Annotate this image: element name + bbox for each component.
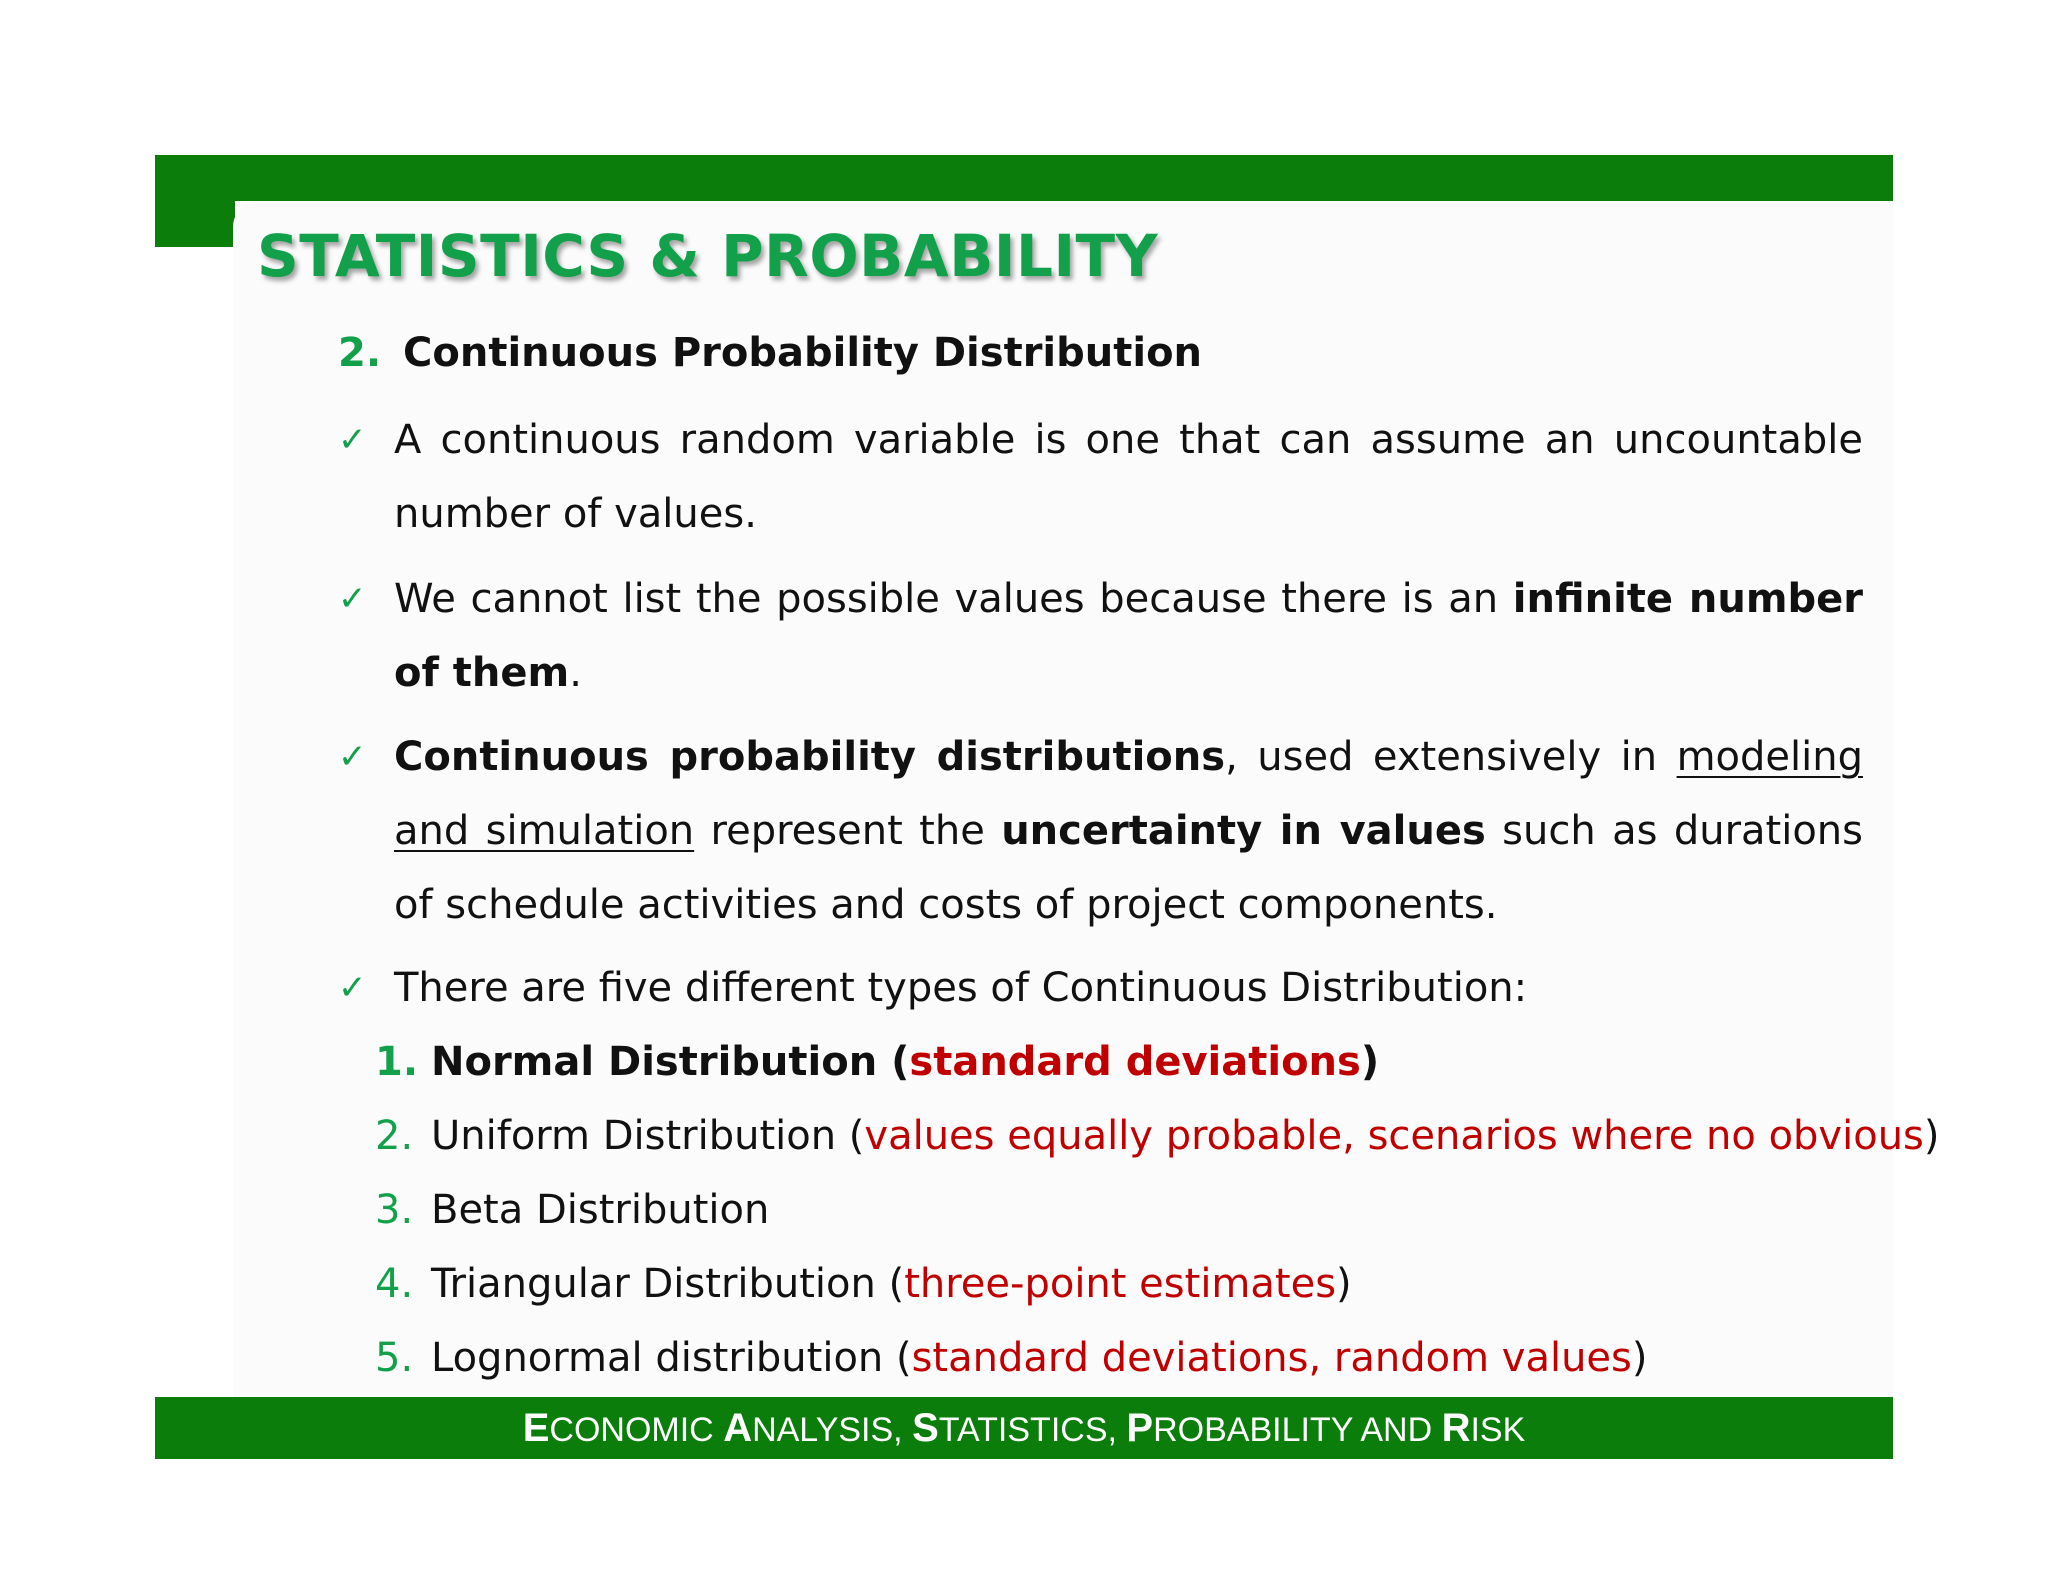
list-item-beta (375, 1173, 1855, 1247)
bullet-underlined-text: modeling and simulation (394, 734, 1863, 854)
list-item-name: Normal Distribution (431, 1039, 878, 1085)
footer-initial: P (1126, 1406, 1154, 1450)
bullet-bold-text: Continuous probability distributions (394, 734, 1226, 780)
list-number: 5. (375, 1335, 414, 1381)
list-number: 3. (375, 1187, 414, 1233)
list-item-note: three-point estimates (904, 1261, 1337, 1307)
list-number: 2. (375, 1113, 414, 1159)
check-icon: ✓ (338, 420, 367, 460)
list-paren: ( (877, 1039, 910, 1085)
footer-band (155, 1397, 1893, 1459)
slide-title: STATISTICS & PROBABILITY (257, 222, 1159, 290)
list-paren: ) (1923, 1113, 1940, 1159)
list-number: 1. (375, 1039, 419, 1085)
list-item-triangular (375, 1247, 1855, 1321)
list-item-uniform (375, 1099, 1940, 1173)
bullet-infinite-values (338, 562, 1863, 710)
bullet-bold-text: infinite number of them (394, 576, 1863, 696)
footer-word: ISK (1470, 1411, 1526, 1449)
bullet-text (394, 562, 1863, 710)
section-heading (338, 330, 1202, 376)
check-icon: ✓ (338, 579, 367, 619)
footer-title (155, 1397, 1893, 1459)
header-band-notch (155, 155, 235, 247)
check-icon: ✓ (338, 737, 367, 777)
list-item-note: values equally probable, scenarios where no obvious (864, 1113, 1924, 1159)
list-paren: ( (883, 1335, 912, 1381)
bullet-text-part: such as durations of schedule activities and costs of project components. (394, 808, 1863, 928)
list-item-lognormal (375, 1321, 1855, 1395)
check-icon: ✓ (338, 968, 367, 1008)
footer-initial: A (723, 1406, 753, 1450)
bullet-text: There are five different types of Continuous Distribution: (394, 965, 1528, 1011)
footer-word: NALYSIS, (752, 1411, 913, 1449)
list-item-name: Beta Distribution (431, 1187, 770, 1233)
bullet-continuous-distributions (338, 720, 1863, 942)
bullet-continuous-variable (338, 403, 1863, 551)
list-item-name: Uniform Distribution (431, 1113, 837, 1159)
section-number: 2. (338, 330, 382, 376)
list-paren: ) (1631, 1335, 1648, 1381)
list-item-note: standard deviations (909, 1039, 1361, 1085)
distribution-types-list (375, 1025, 1940, 1395)
footer-word: ROBABILITY AND (1153, 1411, 1442, 1449)
list-item-name: Triangular Distribution (431, 1261, 876, 1307)
list-item-note: standard deviations, random values (911, 1335, 1632, 1381)
list-paren: ( (875, 1261, 905, 1307)
footer-word: TATISTICS, (938, 1411, 1127, 1449)
bullet-text-part: , used extensively in (1225, 734, 1677, 780)
footer-initial: S (912, 1406, 939, 1450)
list-item-name: Lognormal distribution (431, 1335, 884, 1381)
bullet-bold-text: uncertainty in values (1001, 808, 1486, 854)
list-paren: ) (1336, 1261, 1352, 1307)
bullet-text (394, 720, 1863, 942)
list-paren: ( (836, 1113, 865, 1159)
footer-word: CONOMIC (549, 1411, 724, 1449)
list-paren: ) (1360, 1039, 1380, 1085)
list-number: 4. (375, 1261, 414, 1307)
bullet-text-part: represent the (694, 808, 1002, 854)
bullet-five-types (338, 951, 1863, 1025)
footer-initial: R (1441, 1406, 1471, 1450)
bullet-text: A continuous random variable is one that can assume an uncountable number of values. (394, 417, 1863, 537)
footer-initial: E (522, 1406, 550, 1450)
bullet-text-part: . (569, 650, 582, 696)
bullet-text-part: We cannot list the possible values because there is an (394, 576, 1513, 622)
list-item-normal (375, 1025, 1855, 1099)
section-heading-text: Continuous Probability Distribution (403, 330, 1203, 376)
header-band (155, 155, 1893, 201)
